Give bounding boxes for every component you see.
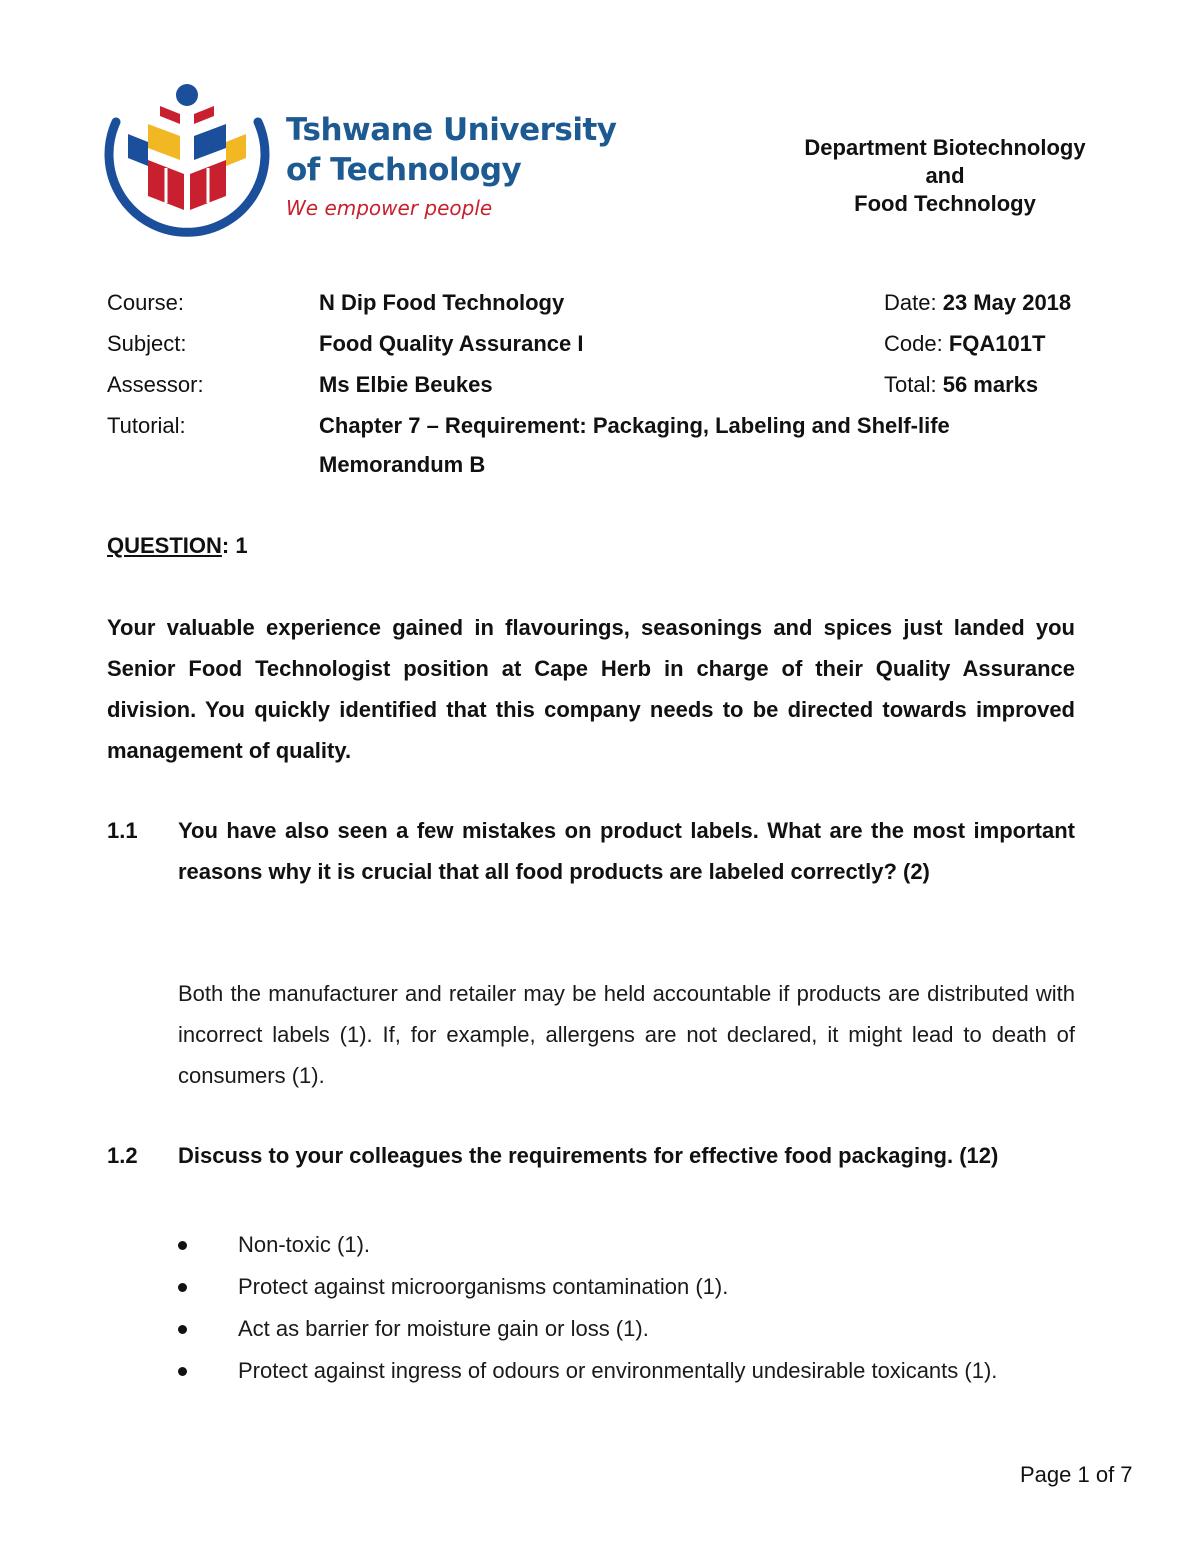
subject-label: Subject:: [107, 331, 187, 356]
university-emblem-icon: [104, 82, 270, 240]
emblem-flag-left: [160, 106, 180, 124]
bullet-icon: [178, 1367, 187, 1376]
date-value: 23 May 2018: [942, 290, 1072, 315]
university-logo: [104, 82, 617, 242]
total-field: [884, 372, 1038, 398]
university-name: [286, 110, 617, 190]
assessor-label: Assessor:: [107, 372, 204, 397]
assessor-value: Ms Elbie Beukes: [319, 372, 493, 397]
bullet-icon: [178, 1325, 187, 1334]
university-name-line2: of Technology: [286, 152, 522, 188]
code-value: FQA101T: [948, 331, 1046, 356]
department-line3: Food Technology: [854, 191, 1036, 216]
question-1-1-number: 1.1: [107, 818, 138, 843]
emblem-wing-left-yellow: [148, 124, 180, 160]
bullet-icon: [178, 1283, 187, 1292]
department-line1: Department Biotechnology: [804, 135, 1086, 160]
emblem-flag-right: [194, 106, 214, 124]
question-heading: [107, 532, 248, 560]
question-1-1-answer: Both the manufacturer and retailer may be held accountable if products are distributed with incorrect labels (1). If, for example, allergens are not declared, it might lead to death of consumers (1).: [178, 981, 1075, 1088]
emblem-wing-right-yellow: [194, 124, 226, 160]
question-1-2-answer-list: [176, 1224, 997, 1392]
page-number: Page 1 of 7: [1020, 1462, 1133, 1487]
question-intro: Your valuable experience gained in flavourings, seasonings and spices just landed you Senior Food Technologist position at Cape Herb in charge of their Quality Assurance division. You quickly identified that this company needs to be directed towards improved management of quality.: [107, 615, 1075, 763]
question-1-2-text: Discuss to your colleagues the requirements for effective food packaging. (12): [178, 1143, 999, 1168]
department-line2: and: [925, 163, 965, 188]
question-1-2-number: 1.2: [107, 1143, 138, 1168]
list-item: [176, 1224, 997, 1266]
tutorial-value-line2: Memorandum B: [319, 452, 486, 477]
list-item: [176, 1308, 997, 1350]
emblem-wing-right-yellow-outer: [226, 134, 246, 166]
list-item-text: Act as barrier for moisture gain or loss (1).: [238, 1316, 649, 1341]
question-heading-word: QUESTION: [107, 533, 222, 558]
tutorial-value-line1: Chapter 7 – Requirement: Packaging, Labeling and Shelf-life: [319, 413, 950, 438]
university-name-line1: Tshwane University: [286, 112, 617, 148]
list-item-text: Non-toxic (1).: [238, 1232, 371, 1257]
question-1-1-text: You have also seen a few mistakes on product labels. What are the most important reasons why it is crucial that all food products are labeled correctly? (2): [178, 818, 1075, 884]
question-heading-number: : 1: [221, 533, 248, 558]
tutorial-label: Tutorial:: [107, 413, 186, 438]
bullet-icon: [178, 1241, 187, 1250]
subject-value: Food Quality Assurance I: [319, 331, 584, 356]
course-value: N Dip Food Technology: [319, 290, 565, 315]
date-field: [884, 290, 1071, 316]
university-tagline: We empower people: [286, 196, 493, 220]
code-label: Code:: [884, 331, 943, 356]
total-value: 56 marks: [942, 372, 1039, 397]
date-label: Date:: [884, 290, 937, 315]
course-label: Course:: [107, 290, 185, 315]
emblem-head: [176, 84, 198, 106]
emblem-wing-left-blue: [128, 134, 148, 166]
list-item-text: Protect against ingress of odours or environmentally undesirable toxicants (1).: [238, 1358, 998, 1383]
total-label: Total:: [884, 372, 937, 397]
list-item: [176, 1266, 997, 1308]
list-item: [176, 1350, 997, 1392]
department-header: [770, 134, 1120, 218]
list-item-text: Protect against microorganisms contamination (1).: [238, 1274, 729, 1299]
code-field: [884, 331, 1045, 357]
